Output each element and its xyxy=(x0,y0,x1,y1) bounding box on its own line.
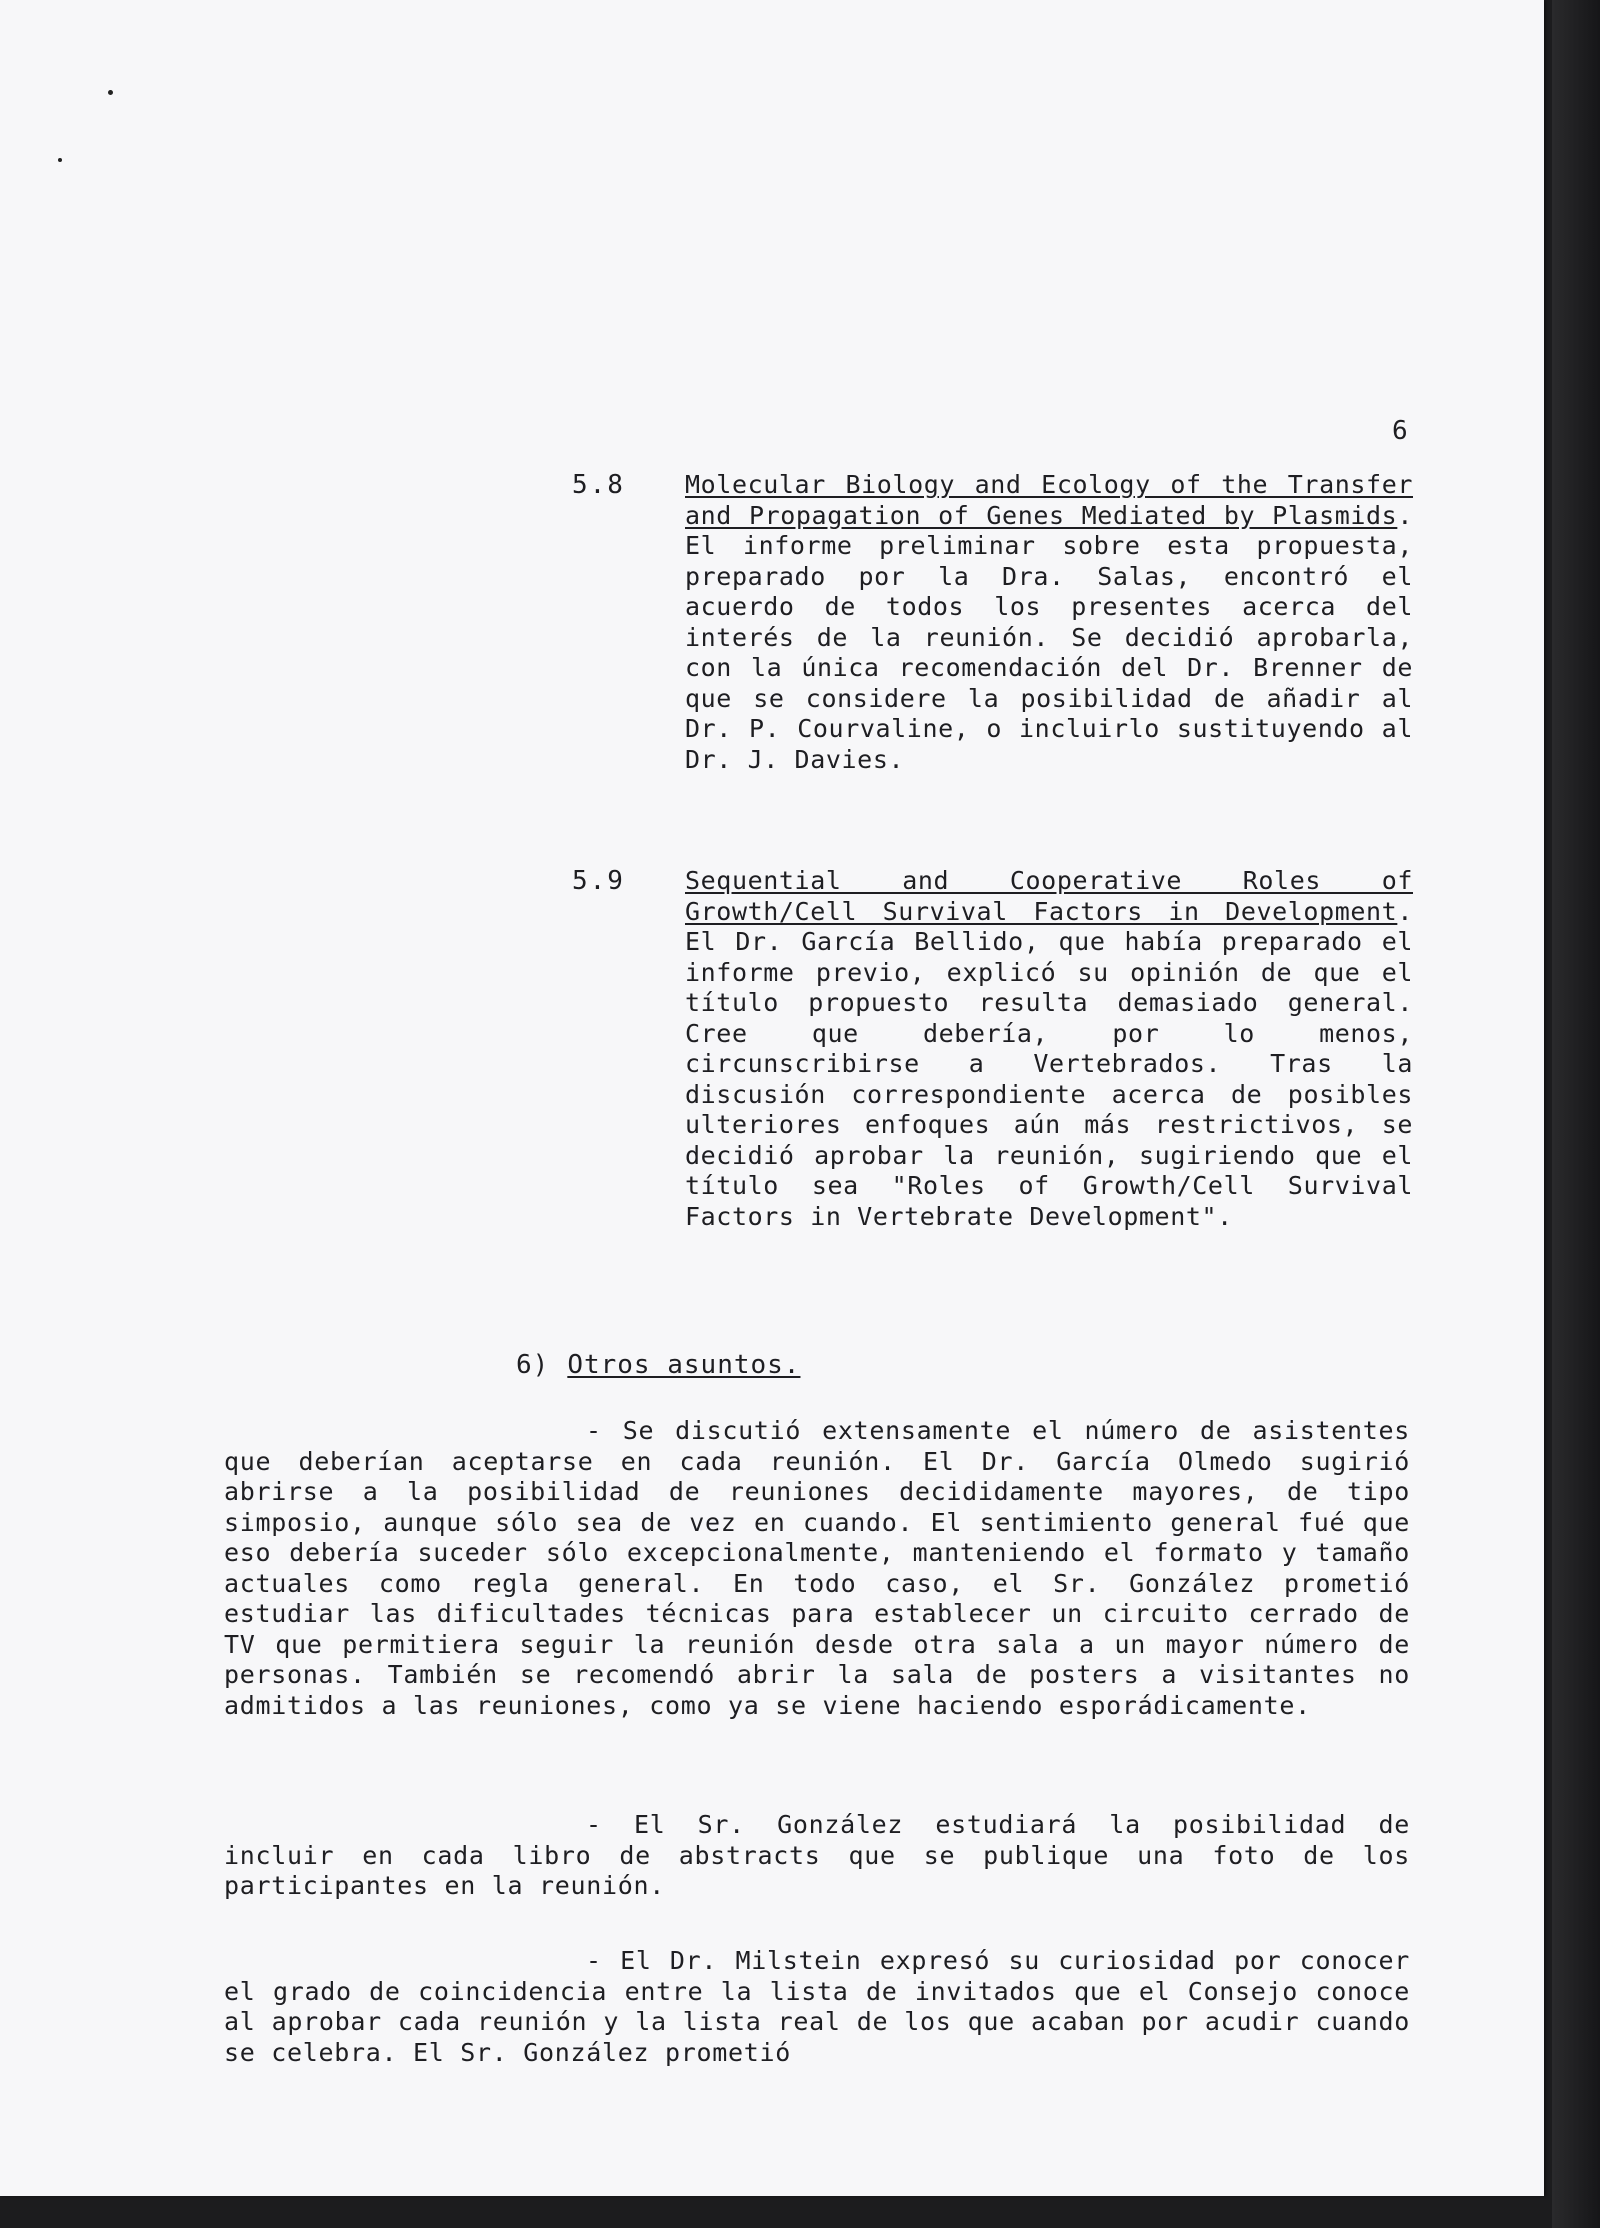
item-title: Sequential and Cooperative Roles of Growth/Cell Survival Factors in Development xyxy=(685,866,1413,926)
section-heading xyxy=(516,1350,800,1380)
section-title: Otros asuntos. xyxy=(567,1350,801,1380)
item-text: . El informe preliminar sobre esta propuesta, preparado por la Dra. Salas, encontró el acuerdo de todos los presentes acerca del interés de la reunión. Se decidió aprobarla, con la única recomendación del Dr. Brenner de que se considere la posibilidad de añadir al Dr. P. Courvaline, o incluirlo sustituyendo al Dr. J. Davies. xyxy=(685,500,1413,774)
paragraph: - El Sr. González estudiará la posibilidad de incluir en cada libro de abstracts que se publique una foto de los participantes en la reunión. xyxy=(224,1810,1410,1900)
paragraph: - Se discutió extensamente el número de asistentes que deberían aceptarse en cada reunión. El Dr. García Olmedo sugirió abrirse a la posibilidad de reuniones decididamente mayores, de tipo simposio, aunque sólo sea de vez en cuando. El sentimiento general fué que eso debería suceder sólo excepcionalmente, manteniendo el formato y tamaño actuales como regla general. En todo caso, el Sr. González prometió estudiar las dificultades técnicas para establecer un circuito cerrado de TV que permitiera seguir la reunión desde otra sala a un mayor número de personas. También se recomendó abrir la sala de posters a visitantes no admitidos a las reuniones, como ya se viene haciendo esporádicamente. xyxy=(224,1416,1410,1720)
paragraph: - El Dr. Milstein expresó su curiosidad por conocer el grado de coincidencia entre la lista de invitados que el Consejo conoce al aprobar cada reunión y la lista real de los que acaban por acudir cuando se celebra. El Sr. González prometió xyxy=(224,1946,1410,2067)
item-text: . El Dr. García Bellido, que había preparado el informe previo, explicó su opinión de que el título propuesto resulta demasiado general. Cree que debería, por lo menos, circunscribirse a Vertebrados. Tras la discusión correspondiente acerca de posibles ulteriores enfoques aún más restrictivos, se decidió aprobar la reunión, sugiriendo que el título sea "Roles of Growth/Cell Survival Factors in Vertebrate Development". xyxy=(685,896,1413,1231)
item-number: 5.8 xyxy=(572,470,625,500)
item-number: 5.9 xyxy=(572,866,625,896)
item-body xyxy=(685,470,1413,775)
section-number: 6) xyxy=(516,1350,550,1380)
page-speck xyxy=(58,158,62,162)
agenda-item-5-9 xyxy=(573,866,1413,1232)
agenda-item-5-8 xyxy=(573,470,1413,775)
page-speck xyxy=(108,90,113,95)
scanner-background xyxy=(1552,0,1600,2228)
item-body xyxy=(685,866,1413,1232)
page-number: 6 xyxy=(1392,416,1409,446)
item-title: Molecular Biology and Ecology of the Transfer and Propagation of Genes Mediated by Plasmids xyxy=(685,470,1413,530)
